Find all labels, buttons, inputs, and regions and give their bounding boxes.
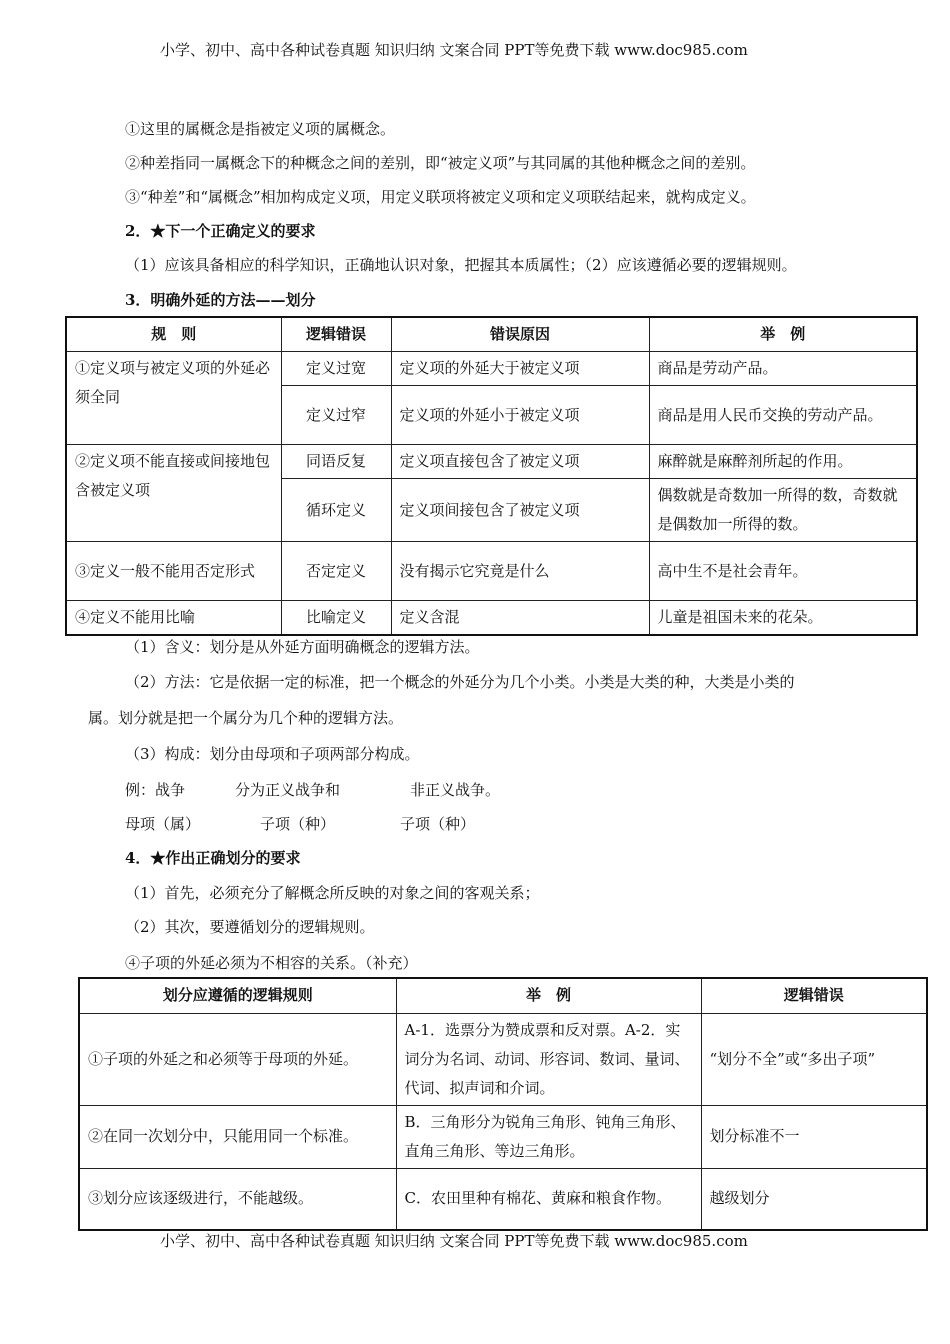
error-cell: 否定定义 [281,542,391,601]
rule-cell: ③定义一般不能用否定形式 [66,542,281,601]
paragraph: ①这里的属概念是指被定义项的属概念。 [125,120,396,138]
example-cell: 商品是用人民币交换的劳动产品。 [649,386,917,445]
rule-cell: ①定义项与被定义项的外延必须全同 [66,352,281,445]
example-text: 例：战争 [125,781,186,799]
column-header: 举 例 [649,317,917,352]
paragraph: （1）应该具备相应的科学知识，正确地认识对象，把握其本质属性；（2）应该遵循必要的逻辑规则。 [125,256,797,274]
paragraph: （2）方法：它是依据一定的标准，把一个概念的外延分为几个小类。小类是大类的种，大类是小类的 [125,673,795,691]
reason-cell: 定义项直接包含了被定义项 [391,445,649,479]
example-cell: B．三角形分为锐角三角形、钝角三角形、直角三角形、等边三角形。 [396,1105,701,1168]
column-header: 举 例 [396,978,701,1013]
example-text: 非正义战争。 [410,781,501,799]
rule-cell: ②定义项不能直接或间接地包含被定义项 [66,445,281,542]
page-header: 小学、初中、高中各种试卷真题 知识归纳 文案合同 PPT等免费下载 www.doc985.com [160,41,748,59]
example-cell: A-1．选票分为赞成票和反对票。A-2．实词分为名词、动词、形容词、数词、量词、代词、拟声词和介词。 [396,1013,701,1105]
paragraph: （1）首先，必须充分了解概念所反映的对象之间的客观关系； [125,884,540,902]
reason-cell: 定义项间接包含了被定义项 [391,479,649,542]
paragraph: ③“种差”和“属概念”相加构成定义项，用定义联项将被定义项和定义项联结起来，就构成定义。 [125,188,756,206]
paragraph: （1）含义：划分是从外延方面明确概念的逻辑方法。 [125,638,480,656]
error-cell: 划分标准不一 [701,1105,927,1168]
paragraph: （3）构成：划分由母项和子项两部分构成。 [125,745,420,763]
error-cell: 越级划分 [701,1168,927,1230]
example-cell: C．农田里种有棉花、黄麻和粮食作物。 [396,1168,701,1230]
error-cell: 循环定义 [281,479,391,542]
definition-rules-table [65,316,918,636]
example-label: 子项（种） [400,815,476,833]
reason-cell: 定义项的外延大于被定义项 [391,352,649,386]
division-rules-table [78,977,928,1231]
section-heading: 3．明确外延的方法——划分 [125,291,316,309]
reason-cell: 没有揭示它究竟是什么 [391,542,649,601]
section-heading: 4．★作出正确划分的要求 [125,849,301,867]
reason-cell: 定义项的外延小于被定义项 [391,386,649,445]
rule-cell: ④定义不能用比喻 [66,601,281,636]
column-header: 逻辑错误 [701,978,927,1013]
example-cell: 偶数就是奇数加一所得的数，奇数就是偶数加一所得的数。 [649,479,917,542]
paragraph: ④子项的外延必须为不相容的关系。（补充） [125,954,418,972]
example-cell: 商品是劳动产品。 [649,352,917,386]
example-cell: 麻醉就是麻醉剂所起的作用。 [649,445,917,479]
page-footer: 小学、初中、高中各种试卷真题 知识归纳 文案合同 PPT等免费下载 www.doc985.com [160,1232,748,1250]
reason-cell: 定义含混 [391,601,649,636]
error-cell: 定义过窄 [281,386,391,445]
section-heading: 2．★下一个正确定义的要求 [125,222,316,240]
example-label: 子项（种） [260,815,336,833]
error-cell: 定义过宽 [281,352,391,386]
example-label: 母项（属） [125,815,201,833]
error-cell: “划分不全”或“多出子项” [701,1013,927,1105]
example-cell: 儿童是祖国未来的花朵。 [649,601,917,636]
paragraph: （2）其次，要遵循划分的逻辑规则。 [125,918,375,936]
column-header: 逻辑错误 [281,317,391,352]
error-cell: 同语反复 [281,445,391,479]
paragraph: 属。划分就是把一个属分为几个种的逻辑方法。 [88,709,404,727]
example-text: 分为正义战争和 [235,781,341,799]
column-header: 错误原因 [391,317,649,352]
rule-cell: ③划分应该逐级进行，不能越级。 [79,1168,396,1230]
column-header: 划分应遵循的逻辑规则 [79,978,396,1013]
column-header: 规 则 [66,317,281,352]
paragraph: ②种差指同一属概念下的种概念之间的差别，即“被定义项”与其同属的其他种概念之间的差别。 [125,154,756,172]
example-cell: 高中生不是社会青年。 [649,542,917,601]
rule-cell: ①子项的外延之和必须等于母项的外延。 [79,1013,396,1105]
rule-cell: ②在同一次划分中，只能用同一个标准。 [79,1105,396,1168]
error-cell: 比喻定义 [281,601,391,636]
